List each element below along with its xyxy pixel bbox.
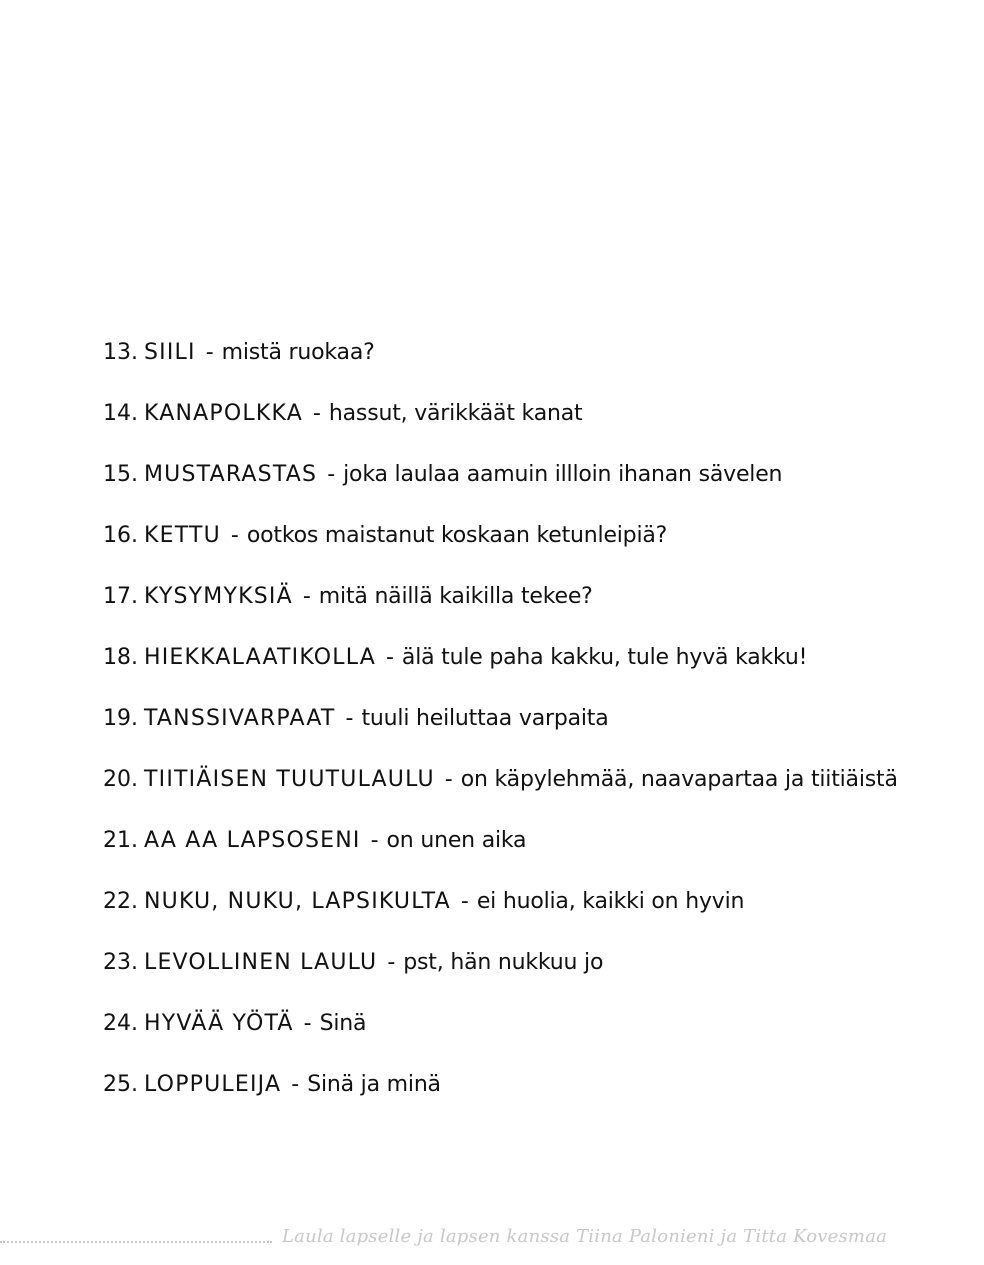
track-title: NUKU, NUKU, LAPSIKULTA [144,889,451,914]
track-description: hassut, värikkäät kanat [328,401,583,426]
track-title: HIEKKALAATIKOLLA [144,645,376,670]
track-separator: - [370,828,379,853]
track-number: 19. [103,706,138,731]
footer-dotted-rule [0,1241,272,1243]
track-number: 16. [103,523,138,548]
track-separator: - [205,340,214,365]
track-item [103,518,963,579]
track-separator: - [312,401,321,426]
track-number: 20. [103,767,138,792]
track-number: 22. [103,889,138,914]
track-list [103,335,963,1128]
track-number: 24. [103,1011,138,1036]
track-separator: - [327,462,336,487]
track-separator: - [302,584,311,609]
track-number: 23. [103,950,138,975]
track-title: HYVÄÄ YÖTÄ [144,1011,294,1036]
track-description: pst, hän nukkuu jo [403,950,604,975]
track-separator: - [345,706,354,731]
track-item [103,823,963,884]
track-item [103,701,963,762]
track-item [103,335,963,396]
track-number: 25. [103,1072,138,1097]
track-title: AA AA LAPSOSENI [144,828,361,853]
track-separator: - [387,950,396,975]
track-number: 21. [103,828,138,853]
track-item [103,762,963,823]
footer-credit: Laula lapselle ja lapsen kanssa Tiina Palonieni ja Titta Kovesmaa [282,1226,888,1247]
track-separator: - [385,645,394,670]
track-item [103,457,963,518]
track-description: tuuli heiluttaa varpaita [361,706,609,731]
track-item [103,396,963,457]
track-item [103,579,963,640]
track-title: KANAPOLKKA [144,401,303,426]
track-title: TIITIÄISEN TUUTULAULU [144,767,435,792]
track-description: mitä näillä kaikilla tekee? [318,584,593,609]
track-separator: - [303,1011,312,1036]
track-title: MUSTARASTAS [144,462,318,487]
track-separator: - [460,889,469,914]
track-number: 18. [103,645,138,670]
track-title: KETTU [144,523,221,548]
track-number: 14. [103,401,138,426]
track-title: KYSYMYKSIÄ [144,584,293,609]
track-item [103,884,963,945]
track-description: älä tule paha kakku, tule hyvä kakku! [401,645,808,670]
track-item [103,1067,963,1128]
track-title: LOPPULEIJA [144,1072,282,1097]
track-separator: - [230,523,239,548]
track-number: 15. [103,462,138,487]
track-description: ootkos maistanut koskaan ketunleipiä? [246,523,668,548]
track-description: joka laulaa aamuin illloin ihanan sävelen [343,462,783,487]
track-item [103,640,963,701]
track-title: LEVOLLINEN LAULU [144,950,378,975]
track-item [103,1006,963,1067]
track-description: on unen aika [386,828,527,853]
track-number: 13. [103,340,138,365]
track-item [103,945,963,1006]
track-separator: - [291,1072,300,1097]
track-title: TANSSIVARPAAT [144,706,336,731]
track-description: Sinä [319,1011,367,1036]
track-number: 17. [103,584,138,609]
track-separator: - [444,767,453,792]
track-description: on käpylehmää, naavapartaa ja tiitiäistä [460,767,898,792]
track-title: SIILI [144,340,196,365]
track-description: Sinä ja minä [307,1072,441,1097]
track-description: mistä ruokaa? [221,340,375,365]
track-description: ei huolia, kaikki on hyvin [476,889,745,914]
